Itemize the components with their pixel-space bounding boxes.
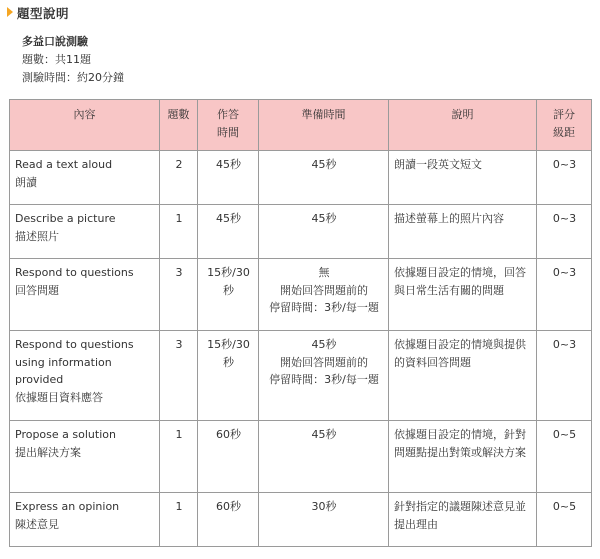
header-description-label: 說明 [451, 108, 474, 121]
cell-answer-time-line: 秒 [223, 355, 234, 369]
cell-answer-time [198, 421, 259, 493]
cell-score-range [537, 331, 592, 421]
cell-description-line: 依據題目設定的情境，回答與日常生活有關的問題 [394, 266, 526, 297]
cell-answer-time [198, 259, 259, 331]
cell-answer-time-line: 45秒 [216, 212, 241, 225]
header-answer-time-label-1: 作答 [217, 108, 239, 121]
cell-answer-time-line: 15秒/30 [207, 338, 250, 351]
cell-count-line: 1 [175, 212, 183, 225]
test-intro [22, 33, 124, 87]
header-answer-time-label-2: 時間 [217, 125, 239, 139]
cell-count [160, 331, 198, 421]
test-name: 多益口說測驗 [22, 35, 88, 48]
cell-answer-time-line: 60秒 [216, 428, 241, 441]
cell-description-line: 描述螢幕上的照片內容 [394, 212, 504, 225]
table-body [10, 151, 592, 547]
cell-count-line: 3 [175, 266, 183, 279]
test-duration: 測驗時間：約20分鐘 [22, 71, 124, 84]
cell-score-range [537, 493, 592, 547]
cell-score-range [537, 259, 592, 331]
cell-content-line: Read a text aloud [15, 158, 113, 171]
cell-score-range [537, 421, 592, 493]
cell-content-line: 陳述意見 [15, 517, 59, 531]
header-prep-time-label: 準備時間 [301, 108, 346, 121]
cell-description [389, 205, 537, 259]
cell-prep-time [259, 151, 389, 205]
question-type-table [9, 99, 592, 547]
cell-answer-time-line: 45秒 [216, 158, 241, 171]
cell-prep-time-line: 無 [318, 266, 330, 279]
cell-score-range-line: 0~3 [552, 158, 577, 171]
cell-content [10, 421, 160, 493]
header-score-label-2: 級距 [553, 125, 575, 139]
question-count: 題數：共11題 [22, 53, 91, 66]
cell-answer-time [198, 205, 259, 259]
cell-description [389, 151, 537, 205]
cell-content [10, 493, 160, 547]
cell-score-range-line: 0~3 [552, 266, 577, 279]
cell-count-line: 1 [175, 428, 183, 441]
cell-description-line: 朗讀一段英文短文 [394, 158, 482, 171]
header-description [389, 100, 537, 151]
header-content [10, 100, 160, 151]
cell-content-line: 依據題目資料應答 [15, 390, 103, 404]
cell-prep-time [259, 493, 389, 547]
cell-description [389, 331, 537, 421]
cell-count-line: 3 [175, 338, 183, 351]
cell-prep-time-line: 開始回答問題前的 [280, 283, 368, 297]
header-score-range [537, 100, 592, 151]
cell-count [160, 151, 198, 205]
cell-description [389, 493, 537, 547]
cell-answer-time-line: 60秒 [216, 500, 241, 513]
cell-content [10, 259, 160, 331]
cell-prep-time-line: 停留時間：3秒/每一題 [269, 301, 379, 314]
cell-content-line: provided [15, 373, 64, 386]
header-count-label: 題數 [167, 108, 190, 121]
cell-score-range-line: 0~3 [552, 338, 577, 351]
cell-prep-time-line: 45秒 [311, 338, 337, 351]
cell-prep-time-line: 45秒 [311, 212, 337, 225]
table-row [10, 493, 592, 547]
table-header-row [10, 100, 592, 151]
cell-description-line: 依據題目設定的情境，針對問題點提出對策或解決方案 [394, 428, 526, 459]
cell-answer-time-line: 秒 [223, 283, 234, 297]
cell-description [389, 421, 537, 493]
cell-answer-time [198, 151, 259, 205]
cell-content-line: 提出解決方案 [15, 445, 81, 459]
header-prep-time [259, 100, 389, 151]
cell-description [389, 259, 537, 331]
cell-content-line: 回答問題 [15, 283, 59, 297]
cell-score-range-line: 0~5 [552, 428, 577, 441]
cell-score-range [537, 205, 592, 259]
triangle-arrow-icon [7, 7, 13, 17]
section-header [7, 4, 69, 22]
cell-score-range-line: 0~5 [552, 500, 577, 513]
section-title: 題型說明 [17, 6, 70, 21]
cell-count-line: 1 [175, 500, 183, 513]
table-row [10, 205, 592, 259]
cell-count [160, 421, 198, 493]
cell-prep-time [259, 421, 389, 493]
cell-content-line: Describe a picture [15, 212, 116, 225]
cell-content-line: Express an opinion [15, 500, 120, 513]
cell-content-line: using information [15, 355, 112, 369]
cell-prep-time-line: 開始回答問題前的 [280, 355, 368, 369]
cell-prep-time-line: 30秒 [311, 500, 337, 513]
cell-content-line: Respond to questions [15, 266, 134, 279]
cell-content [10, 205, 160, 259]
cell-answer-time [198, 331, 259, 421]
cell-prep-time [259, 259, 389, 331]
cell-score-range-line: 0~3 [552, 212, 577, 225]
table-row [10, 259, 592, 331]
cell-answer-time [198, 493, 259, 547]
header-content-label: 內容 [73, 108, 96, 121]
cell-count [160, 205, 198, 259]
cell-prep-time-line: 45秒 [311, 158, 337, 171]
cell-prep-time-line: 停留時間：3秒/每一題 [269, 373, 379, 386]
cell-prep-time-line: 45秒 [311, 428, 337, 441]
cell-content-line: Respond to questions [15, 338, 134, 351]
table-row [10, 151, 592, 205]
cell-count [160, 259, 198, 331]
header-score-label-1: 評分 [553, 108, 575, 121]
cell-prep-time [259, 205, 389, 259]
table-row [10, 331, 592, 421]
cell-answer-time-line: 15秒/30 [207, 266, 250, 279]
cell-content [10, 331, 160, 421]
cell-prep-time [259, 331, 389, 421]
cell-score-range [537, 151, 592, 205]
header-count [160, 100, 198, 151]
cell-count-line: 2 [175, 158, 183, 171]
cell-description-line: 針對指定的議題陳述意見並提出理由 [394, 500, 526, 531]
cell-content [10, 151, 160, 205]
table-row [10, 421, 592, 493]
cell-description-line: 依據題目設定的情境與提供的資料回答問題 [394, 338, 526, 369]
header-answer-time [198, 100, 259, 151]
cell-content-line: Propose a solution [15, 428, 116, 441]
cell-content-line: 描述照片 [15, 229, 59, 243]
cell-count [160, 493, 198, 547]
cell-content-line: 朗讀 [15, 175, 37, 189]
